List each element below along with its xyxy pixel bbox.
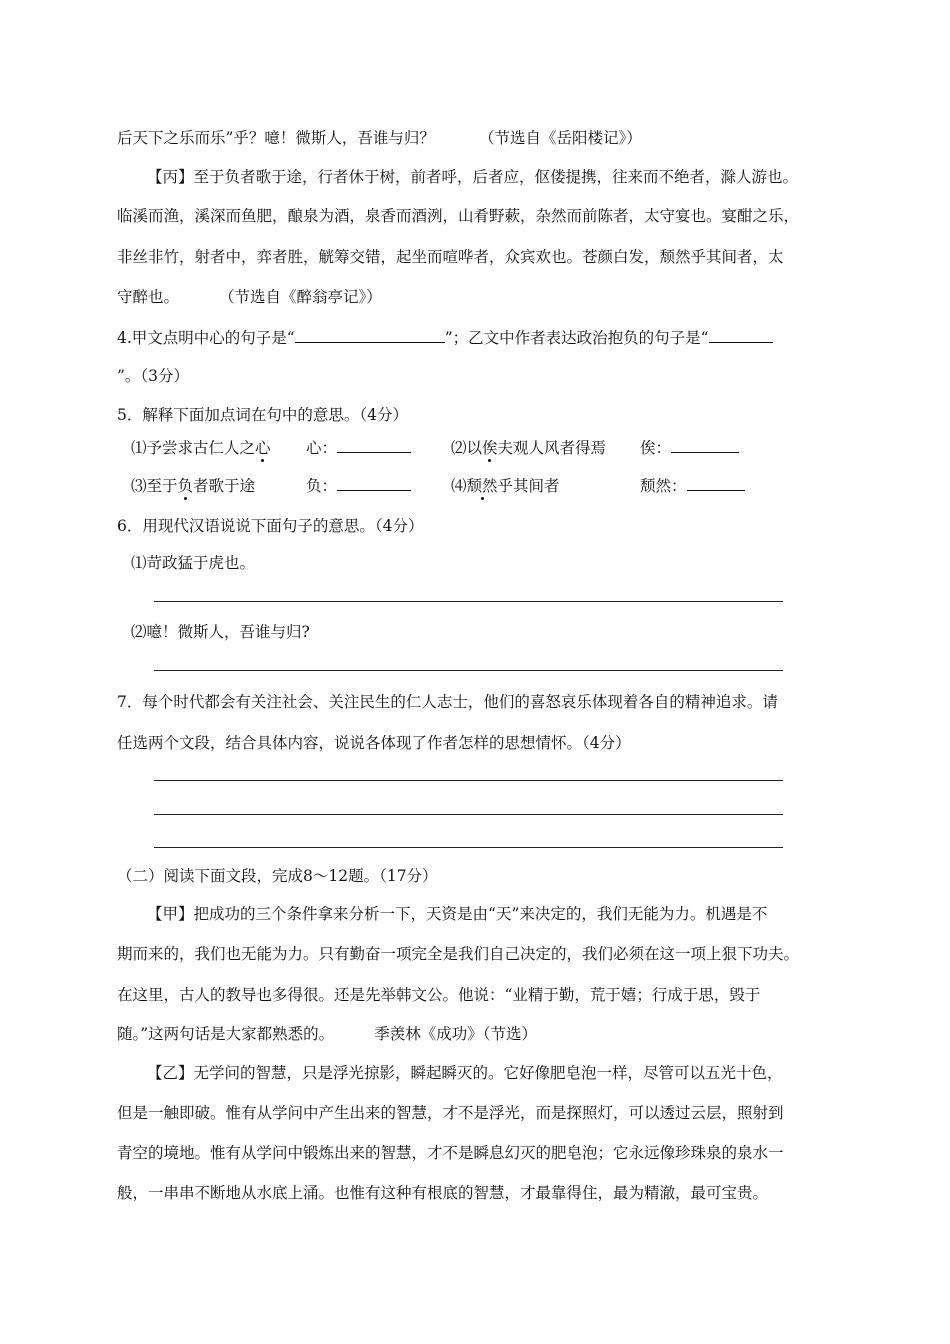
passage-bing-line-3: 非丝非竹，射者中，弈者胜，觥筹交错，起坐而喧哗者，众宾欢也。苍颜白发，颓然乎其间者，太 [117,248,784,266]
passage-a-text-1: 把成功的三个条件拿来分析一下，天资是由“天”来决定的，我们无能为力。机遇是不 [193,905,768,923]
passage-bing-line-2: 临溪而渔，溪深而鱼肥，酿泉为酒，泉香而酒洌，山肴野蔌，杂然而前陈者，太守宴也。宴酣之乐， [117,207,800,225]
passage-bing-source: （节选自《醉翁亭记》） [219,288,382,306]
answer-blank-5-1[interactable] [337,437,411,453]
item-4-post: 乎其间者 [497,477,560,495]
question-6-title: 6．用现代汉语说说下面句子的意思。（4分） [117,517,424,535]
question-5-answer-3 [306,474,411,496]
question-6-sentence-2: ⑵噫！微斯人，吾谁与归? [131,623,310,641]
passage-b-text-1: 无学问的智慧，只是浮光掠影，瞬起瞬灭的。它好像肥皂泡一样，尽管可以五光十色， [193,1064,783,1082]
passage-a-line-1 [147,902,767,924]
question-5-item-2 [451,436,606,458]
passage-a-text-4: 随。”这两句话是大家都熟悉的。 [117,1025,335,1043]
passage-bing-label: 【丙】 [147,168,194,186]
answer-line-7-3[interactable] [154,847,783,848]
passage-bing-line-1 [147,165,798,187]
question-4-line-2: ”。（3分） [117,367,190,385]
answer-blank-5-3[interactable] [337,475,411,491]
passage-b-line-1 [147,1061,783,1083]
question-4 [117,326,773,348]
passage-jia-end [117,126,642,148]
item-1-pre: ⑴予尝求古仁人之 [131,439,256,457]
passage-jia-end-text: 后天下之乐而乐”乎？噫！微斯人，吾谁与归？ [117,129,435,147]
item-2-post: 夫观人风者得焉 [497,439,607,457]
question-4-part-2: ”；乙文中作者表达政治抱负的句子是“ [444,329,709,347]
question-5-item-4 [451,474,560,496]
answer-line-7-2[interactable] [154,814,783,815]
question-5-answer-1 [306,436,411,458]
item-1-label: 心： [306,439,338,457]
passage-a-label: 【甲】 [147,905,194,923]
passage-a-line-3: 在这里，古人的教导也多得很。还是先举韩文公。他说：“业精于勤，荒于嬉；行成于思，毁于 [117,986,761,1004]
passage-bing-line-4 [117,285,382,307]
passage-b-line-3: 青空的境地。惟有从学问中锻炼出来的智慧，才不是瞬息幻灭的肥皂泡；它永远像珍珠泉的泉水一 [117,1144,784,1162]
passage-a-line-4 [117,1022,537,1044]
question-4-part-1: 4.甲文点明中心的句子是“ [117,329,295,347]
question-5-answer-4 [640,474,745,496]
dotted-word-1: 心 [255,439,271,457]
section-2-title: （二）阅读下面文段，完成8～12题。（17分） [117,867,438,885]
question-6-sentence-1: ⑴苛政猛于虎也。 [131,554,256,572]
answer-blank-4b[interactable] [709,327,773,343]
dotted-word-4: 颓然 [466,477,498,495]
passage-b-line-4: 般，一串串不断地从水底上涌。也惟有这种有根底的智慧，才最靠得住，最为精澈，最可宝贵。 [117,1184,769,1202]
question-7-line-1: 7．每个时代都会有关注社会、关注民生的仁人志士，他们的喜怒哀乐体现着各自的精神追求。请 [117,693,778,711]
question-5-item-1 [131,436,271,458]
answer-line-6-2[interactable] [154,670,783,671]
passage-bing-text-1: 至于负者歌于途，行者休于树，前者呼，后者应，伛偻提携，往来而不绝者，滁人游也。 [193,168,799,186]
item-3-pre: ⑶至于 [131,477,178,495]
item-4-pre: ⑷ [451,477,467,495]
dotted-word-3: 负 [177,477,194,495]
passage-b-label: 【乙】 [147,1064,194,1082]
answer-blank-5-2[interactable] [671,437,739,453]
answer-blank-4a[interactable] [295,327,445,343]
question-5-title: 5．解释下面加点词在句中的意思。（4分） [117,406,408,424]
passage-a-source: 季羡林《成功》（节选） [374,1025,537,1043]
item-3-post: 者歌于途 [193,477,256,495]
question-5-item-3 [131,474,255,496]
question-7-line-2: 任选两个文段，结合具体内容，说说各体现了作者怎样的思想情怀。（4分） [117,734,631,752]
dotted-word-2: 俟 [482,439,498,457]
passage-b-line-2: 但是一触即破。惟有从学问中产生出来的智慧，才不是浮光，而是探照灯，可以透过云层，照射到 [117,1104,784,1122]
item-2-pre: ⑵以 [451,439,483,457]
item-2-label: 俟： [640,439,672,457]
answer-line-6-1[interactable] [154,601,783,602]
passage-a-line-2: 期而来的，我们也无能为力。只有勤奋一项完全是我们自己决定的，我们必须在这一项上狠下功夫。 [117,945,800,963]
answer-blank-5-4[interactable] [687,475,745,491]
passage-bing-text-4: 守醉也。 [117,288,180,306]
item-3-label: 负： [306,477,338,495]
passage-jia-source: （节选自《岳阳楼记》） [478,129,642,147]
answer-line-7-1[interactable] [154,780,783,781]
item-4-label: 颓然： [640,477,687,495]
question-5-answer-2 [640,436,739,458]
